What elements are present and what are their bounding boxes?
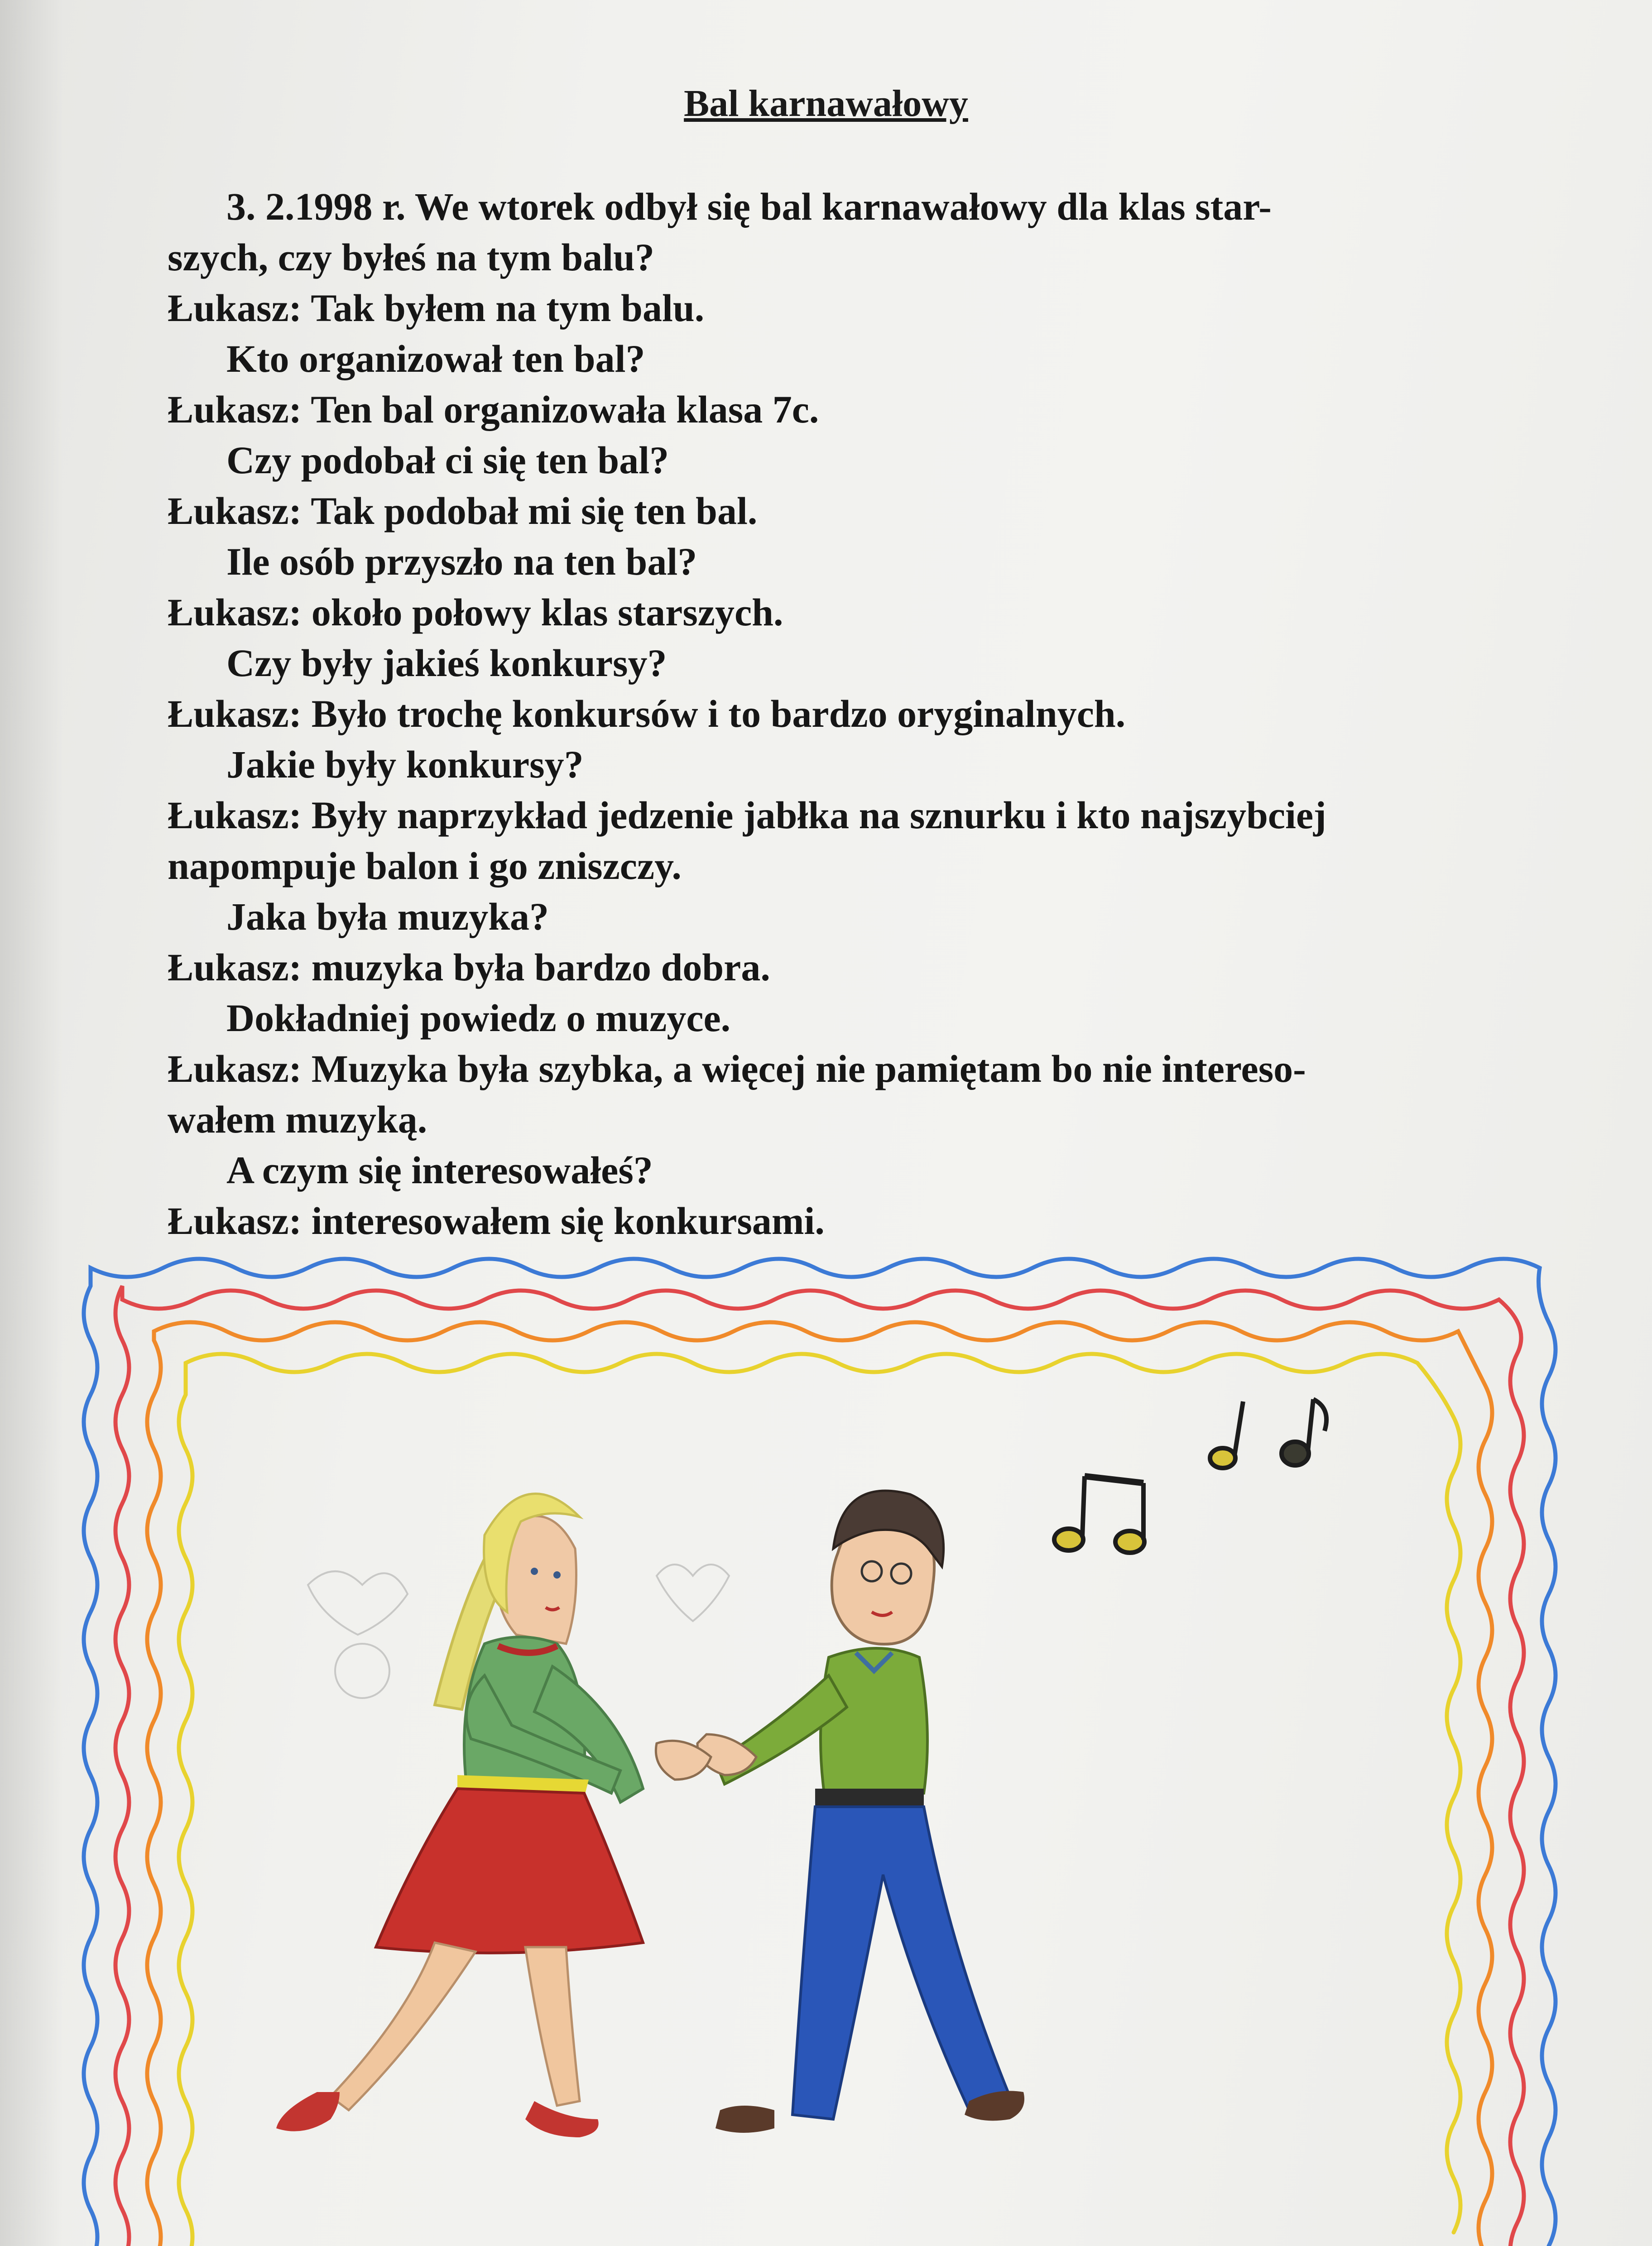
text-line: Łukasz: Muzyka była szybka, a więcej nie pamiętam bo nie intereso- <box>168 1047 1306 1090</box>
text-line: Ile osób przyszło na ten bal? <box>226 540 697 583</box>
text-line: Dokładniej powiedz o muzyce. <box>226 996 731 1040</box>
interview-text <box>168 181 1526 1246</box>
music-note-icon <box>1210 1399 1326 1468</box>
text-line: wałem muzyką. <box>168 1098 427 1141</box>
text-line: Czy podobał ci się ten bal? <box>226 438 669 482</box>
document-title: Bal karnawałowy <box>684 82 968 125</box>
text-line: Jaka była muzyka? <box>226 895 549 938</box>
text-line: Łukasz: Tak podobał mi się ten bal. <box>168 489 758 533</box>
text-line: A czym się interesowałeś? <box>226 1148 653 1192</box>
text-line: Jakie były konkursy? <box>226 743 584 786</box>
text-line: Łukasz: Było trochę konkursów i to bardzo oryginalnych. <box>168 692 1126 735</box>
text-line: 3. 2.1998 r. We wtorek odbył się bal karnawałowy dla klas star- <box>226 185 1272 228</box>
text-line: szych, czy byłeś na tym balu? <box>168 235 654 279</box>
crayon-drawing <box>0 1223 1652 2246</box>
text-line: Łukasz: interesowałem się konkursami. <box>168 1199 825 1243</box>
text-line: Kto organizował ten bal? <box>226 337 645 380</box>
text-line: Łukasz: około połowy klas starszych. <box>168 590 783 634</box>
text-line: Łukasz: Tak byłem na tym balu. <box>168 286 705 330</box>
text-line: Łukasz: Ten bal organizowała klasa 7c. <box>168 388 819 431</box>
text-line: Czy były jakieś konkursy? <box>226 641 667 685</box>
music-note-icon <box>1054 1476 1144 1553</box>
text-line: Łukasz: Były naprzykład jedzenie jabłka na sznurku i kto najszybciej <box>168 793 1326 837</box>
boy-figure <box>656 1491 1024 2133</box>
text-line: Łukasz: muzyka była bardzo dobra. <box>168 945 770 989</box>
girl-figure <box>276 1494 643 2137</box>
text-line: napompuje balon i go zniszczy. <box>168 844 682 888</box>
